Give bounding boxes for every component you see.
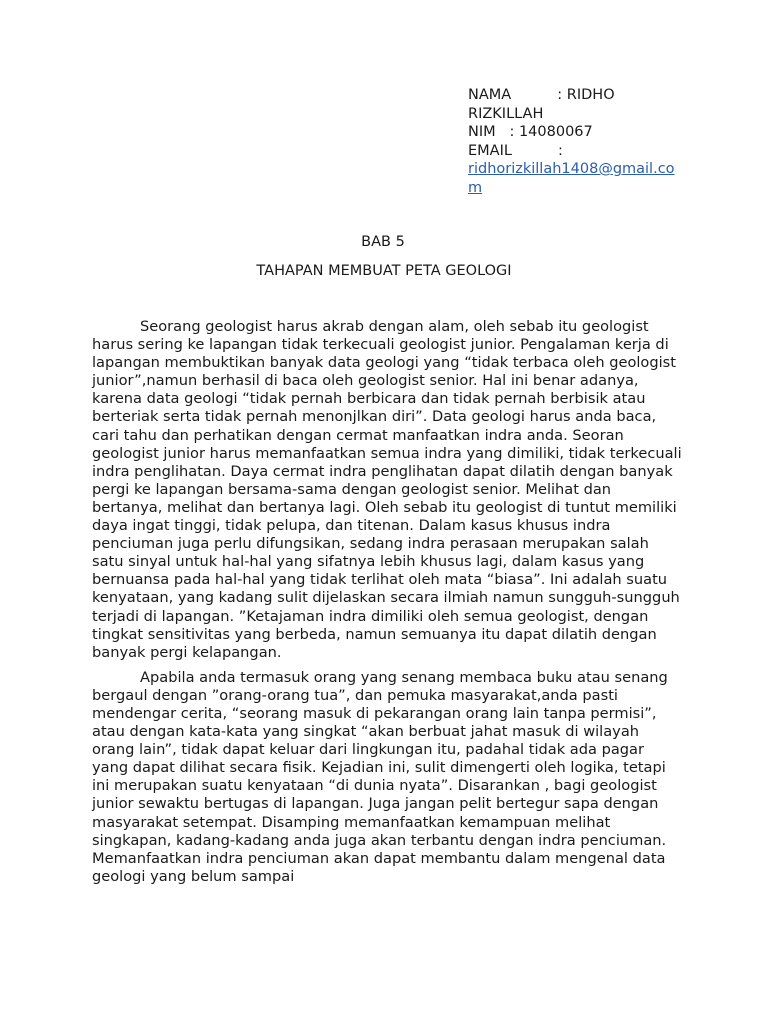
chapter-title: TAHAPAN MEMBUAT PETA GEOLOGI xyxy=(256,263,512,279)
email-label: EMAIL : xyxy=(468,142,563,159)
name-line: NAMA : RIDHO xyxy=(468,87,615,103)
paragraph: Seorang geologist harus akrab dengan alam, oleh sebab itu geologist harus sering ke lapangan tidak terkecuali geologist junior. Pengalaman kerja di lapangan membuktikan banyak data geologi yang “tidak terbaca oleh geologist junior”,namun berhasil di baca oleh geologist senior. Hal ini benar adanya, karena data geologi “tidak pernah berbicara dan tidak pernah berbisik atau berteriak serta tidak pernah menonjlkan diri”. Data geologi harus anda baca, cari tahu dan perhatikan dengan cermat manfaatkan indra anda. Seoran geologist junior harus memanfaatkan semua indra yang dimiliki, tidak terkecuali indra penglihatan. Daya cermat indra penglihatan dapat dilatih dengan banyak pergi ke lapangan bersama-sama dengan geologist senior. Melihat dan bertanya, melihat dan bertanya lagi. Oleh sebab itu geologist di tuntut memiliki daya ingat tinggi, tidak pelupa, dan titenan. Dalam kasus khusus indra penciuman juga perlu difungsikan, sedang indra perasaan merupakan salah satu sinyal untuk hal-hal yang sifatnya lebih khusus lagi, dalam kasus yang bernuansa pada hal-hal yang tidak terlihat oleh mata “biasa”. Ini adalah suatu kenyataan, yang kadang sulit dijelaskan secara ilmiah namun sungguh-sungguh terjadi di lapangan. ”Ketajaman indra dimiliki oleh semua geologist, dengan tingkat sensitivitas yang berbeda, namun semuanya itu dapat dilatih dengan banyak pergi kelapangan. xyxy=(92,318,682,661)
paragraph: Apabila anda termasuk orang yang senang membaca buku atau senang bergaul dengan ”orang-orang tua”, dan pemuka masyarakat,anda pasti mendengar cerita, “seorang masuk di pekarangan orang lain tanpa permisi”, atau dengan kata-kata yang singkat “akan berbuat jahat masuk di wilayah orang lain”, tidak dapat keluar dari lingkungan itu, padahal tidak ada pagar yang dapat dilihat secara fisik. Kejadian ini, sulit dimengerti oleh logika, tetapi ini merupakan suatu kenyataan “di dunia nyata”. Disarankan , bagi geologist junior sewaktu bertugas di lapangan. Juga jangan pelit bertegur sapa dengan masyarakat setempat. Disamping memanfaatkan kemampuan melihat singkapan, kadang-kadang anda juga akan terbantu dengan indra penciuman. Memanfaatkan indra penciuman akan dapat membantu dalam mengenal data geologi yang belum sampai xyxy=(92,668,668,885)
chapter-heading: BAB 5 xyxy=(361,234,405,250)
author-identity-block xyxy=(468,86,678,197)
body-text xyxy=(92,318,682,886)
nim-line: NIM : 14080067 xyxy=(468,124,593,140)
email-link[interactable]: ridhorizkillah1408@gmail.com xyxy=(468,161,675,196)
name-continuation: RIZKILLAH xyxy=(468,105,544,122)
